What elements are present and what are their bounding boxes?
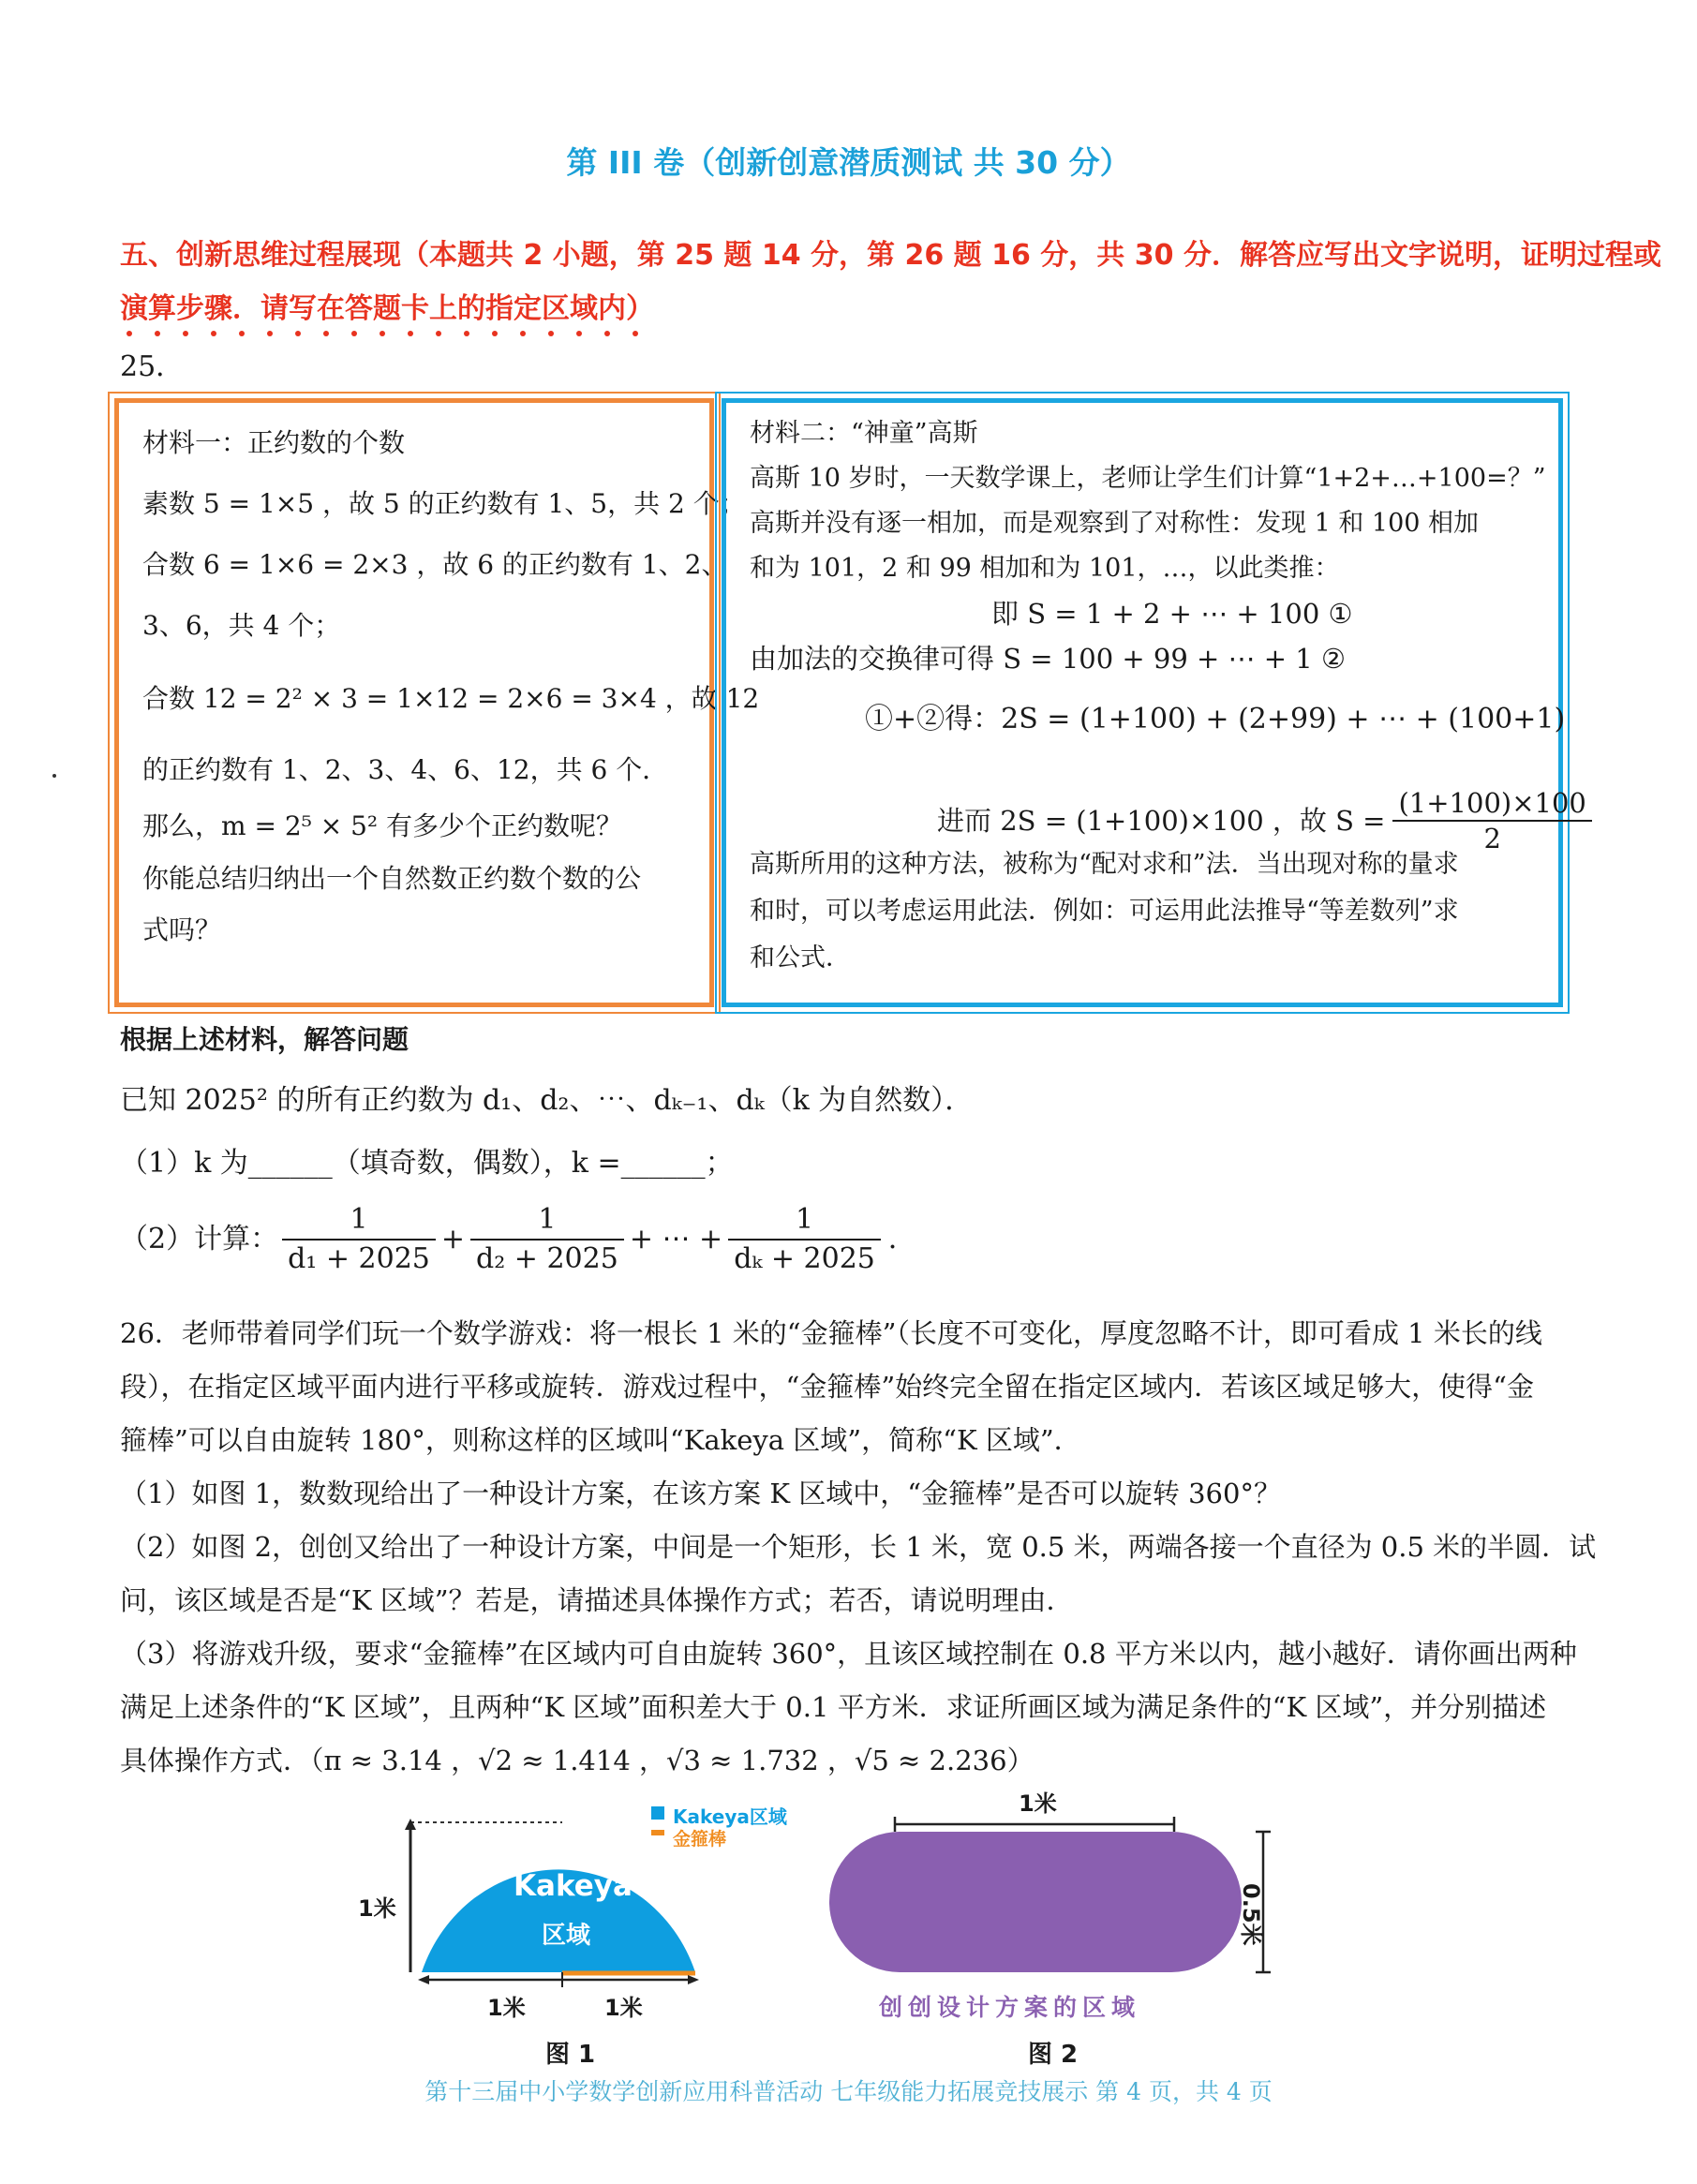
q26-line4: （1）如图 1，数数现给出了一种设计方案，在该方案 K 区域中，“金箍棒”是否可以旋转 360°？ <box>120 1478 1281 1509</box>
material1-comp12-b: 的正约数有 1、2、3、4、6、12，共 6 个． <box>142 754 669 785</box>
q25-sub2-term2-den: d₂ + 2025 <box>476 1242 618 1275</box>
q25-sub2-term3 <box>728 1201 881 1278</box>
material2-eq4 <box>937 783 1592 858</box>
q26-line8: 满足上述条件的“K 区域”，且两种“K 区域”面积差大于 0.1 平方米．求证所画区域为满足条件的“K 区域”，并分别描述 <box>120 1691 1547 1723</box>
material2-line5: 和时，可以考虑运用此法．例如：可运用此法推导“等差数列”求 <box>750 897 1459 926</box>
q26-line1: 26．老师带着同学们玩一个数学游戏：将一根长 1 米的“金箍棒”（长度不可变化，厚度忽略不计，即可看成 1 米长的线 <box>120 1317 1542 1349</box>
material1-title: 材料一：正约数的个数 <box>142 427 406 458</box>
figure1-label-kakeya: Kakeya <box>514 1869 633 1903</box>
figure2-side-label: 0.5米 <box>1238 1883 1264 1946</box>
material2-eq2: 由加法的交换律可得 S = 100 + 99 + ⋯ + 1 ② <box>750 643 1346 675</box>
q25-sub2-term1-num: 1 <box>282 1201 436 1241</box>
material2-eq4-fraction <box>1392 786 1591 855</box>
material2-eq4-denominator: 2 <box>1483 823 1501 854</box>
figure1-height-label: 1米 <box>358 1895 396 1922</box>
q25-sub1: （1）k 为______（填奇数，偶数），k =______； <box>120 1147 734 1180</box>
material2-title: 材料二：“神童”高斯 <box>750 419 978 448</box>
q26-line5: （2）如图 2，创创又给出了一种设计方案，中间是一个矩形，长 1 米，宽 0.5 米，两端各接一个直径为 0.5 米的半圆．试 <box>120 1531 1597 1563</box>
q25-sub2 <box>120 1197 916 1282</box>
material1-question-a: 你能总结归纳出一个自然数正约数个数的公 <box>142 863 642 894</box>
page-footer: 第十三届中小学数学创新应用科普活动 七年级能力拓展竞技展示 第 4 页，共 4 页 <box>424 2078 1273 2105</box>
material2-line1: 高斯 10 岁时，一天数学课上，老师让学生们计算“1+2+…+100=？” <box>750 464 1546 493</box>
material2-eq4-numerator: (1+100)×100 <box>1392 786 1591 822</box>
figure1-base-left-label: 1米 <box>487 1995 526 2021</box>
material1-comp6-b: 3、6，共 4 个； <box>142 610 341 641</box>
q26-line3: 箍棒”可以自由旋转 180°，则称这样的区域叫“Kakeya 区域”，简称“K 区域”． <box>120 1424 1081 1456</box>
q25-sub2-term3-num: 1 <box>728 1201 881 1241</box>
figure2-region <box>829 1832 1242 1972</box>
part-heading-line1: 五、创新思维过程展现（本题共 2 小题，第 25 题 14 分，第 26 题 16 分，共 30 分．解答应写出文字说明，证明过程或 <box>120 239 1661 272</box>
material1-comp6-a: 合数 6 = 1×6 = 2×3 ，故 6 的正约数有 1、2、 <box>142 549 728 580</box>
q25-sub2-term2-num: 1 <box>470 1201 624 1241</box>
material1-prime: 素数 5 = 1×5 ，故 5 的正约数有 1、5，共 2 个； <box>142 488 746 519</box>
q25-sub2-term1-den: d₁ + 2025 <box>288 1242 430 1275</box>
material2-eq3: ①+②得：2S = (1+100) + (2+99) + ⋯ + (100+1) <box>865 703 1566 735</box>
margin-dot <box>52 774 56 778</box>
q25-sub2-plus: + <box>440 1223 466 1255</box>
section-title: 第 III 卷（创新创意潜质测试 共 30 分） <box>566 144 1131 181</box>
figure1-legend-region-swatch <box>651 1806 664 1820</box>
material2-line2: 高斯并没有逐一相加，而是观察到了对称性：发现 1 和 100 相加 <box>750 509 1480 538</box>
q25-prompt: 根据上述材料，解答问题 <box>120 1024 409 1055</box>
q25-sub2-dots: + ⋯ + <box>629 1223 723 1255</box>
material1-question-b: 式吗？ <box>142 914 222 945</box>
figure2-top-label: 1米 <box>1019 1790 1057 1817</box>
figure1-legend-rod: 金箍棒 <box>673 1829 727 1850</box>
figure2-caption: 图 2 <box>1028 2041 1079 2069</box>
material1-comp12-a: 合数 12 = 2² × 3 = 1×12 = 2×6 = 3×4 ，故 12 <box>142 683 760 714</box>
figure1-legend-rod-swatch <box>651 1830 664 1835</box>
q25-sub2-term2 <box>470 1201 624 1278</box>
material2-eq4-left: 进而 2S = (1+100)×100 ，故 S = <box>937 805 1386 837</box>
q25-sub2-term3-den: dₖ + 2025 <box>734 1242 875 1275</box>
q25-number: 25． <box>120 350 185 383</box>
figure1-base-right-label: 1米 <box>604 1995 643 2021</box>
material1-m: 那么，m = 2⁵ × 5² 有多少个正约数呢？ <box>142 810 623 841</box>
q25-sub2-term1 <box>282 1201 436 1278</box>
q26-line9: 具体操作方式．（π ≈ 3.14 ，√2 ≈ 1.414 ，√3 ≈ 1.732 ，√5 ≈ 2.236） <box>120 1745 1035 1776</box>
figure2-inner-caption: 创创设计方案的区域 <box>879 1994 1141 2021</box>
q26-line7: （3）将游戏升级，要求“金箍棒”在区域内可自由旋转 360°，且该区域控制在 0.8 平方米以内，越小越好．请你画出两种 <box>120 1638 1577 1670</box>
emphasis-dots <box>120 328 663 341</box>
q26-line2: 段），在指定区域平面内进行平移或旋转．游戏过程中，“金箍棒”始终完全留在指定区域内．若该区域足够大，使得“金 <box>120 1371 1534 1403</box>
figure1-label-region: 区域 <box>542 1922 591 1950</box>
q25-given: 已知 2025² 的所有正约数为 d₁、d₂、⋯、dₖ₋₁、dₖ（k 为自然数）． <box>120 1084 974 1117</box>
material2-line4: 高斯所用的这种方法，被称为“配对求和”法．当出现对称的量求 <box>750 850 1459 879</box>
figure1-caption: 图 1 <box>545 2041 596 2069</box>
part-heading-line2: 演算步骤．请写在答题卡上的指定区域内） <box>120 292 654 325</box>
q25-sub2-label: （2）计算： <box>120 1223 279 1255</box>
material2-line6: 和公式． <box>750 943 851 973</box>
figure1-legend-region: Kakeya区域 <box>673 1805 787 1828</box>
material2-eq1: 即 S = 1 + 2 + ⋯ + 100 ① <box>991 598 1353 630</box>
q25-sub2-end: ． <box>887 1223 916 1255</box>
material2-line3: 和为 101，2 和 99 相加和为 101，…，以此类推： <box>750 554 1340 583</box>
q26-line6: 问，该区域是否是“K 区域”？若是，请描述具体操作方式；若否，请说明理由． <box>120 1584 1074 1616</box>
